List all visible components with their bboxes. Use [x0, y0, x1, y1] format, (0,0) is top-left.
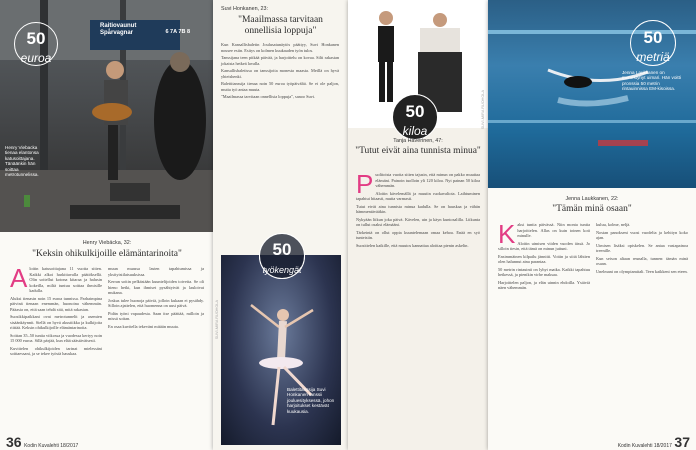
drop-cap: P	[356, 169, 374, 199]
mid-left-page	[213, 0, 348, 450]
badge-unit: kiloa	[402, 124, 428, 138]
ballet-caption: Balettitanssija Suvi Honkanen tanssii jouluesityksessä, johon harjoitukset kestävät kuukausia.	[287, 387, 335, 414]
photographer-credit: SUVI-MIRA RUOHOLA	[215, 300, 219, 340]
photographer-credit: SUVI-MIRA RUOHOLA	[481, 90, 485, 130]
badge-number: 50	[405, 102, 425, 121]
article-column-2	[108, 266, 204, 436]
body-paragraph: Kun Kansallisbaletin Joulusatunäytös päättyy, Suvi Honkanen nousee esiin. Esitys on kolmen kuukauden työn tulos.	[221, 42, 339, 53]
article-text	[221, 42, 339, 242]
metro-sign-routes: 6 7A 7B 8	[165, 29, 190, 35]
body-paragraph: Suosikkipaikkani ovat metrotunnelit ja asemien sisäänkäynnit. Siellä on hyvä akustiikka ja kulkijoita riittää. Keksin ohikulkijoille elämäntarinoita.	[10, 314, 102, 330]
body-paragraph: Aloitin uimisen viiden vuoden iässä. Jo silloin tiesin, että tämä on minun juttuni.	[498, 240, 590, 251]
metro-sign-line2: Spårvagnar	[100, 30, 134, 36]
right-page	[488, 0, 696, 450]
person-name: Suvi Honkanen, 23:	[221, 6, 269, 12]
badge-unit: työkengät	[262, 265, 302, 275]
body-paragraph: kuluu, kolme, neljä.	[596, 222, 631, 227]
article-column-1	[498, 219, 590, 432]
body-paragraph: Kerran soitin pelkästään kuuntelijoiden toiveita. Se oli hieno hetki, kun ihmiset pysähtyivät ja lauloivat mukana.	[108, 279, 204, 295]
person-name: Jenna Laukkanen, 22:	[565, 196, 619, 202]
body-paragraph: Kansallisbaletissa on tanssijoita monesta maasta. Meillä on hyvä yhteishenki.	[221, 68, 339, 79]
person-name: Tanja Haverinen, 47:	[393, 138, 443, 144]
swimmer-photo	[488, 0, 696, 188]
body-paragraph: Aluksi tienasin noin 15 euroa tunnissa. Parhaimpina päivinä tienaan enemmän, huonoina vähemmän. Pääasia on, että saan tehdä sitä, mitä rakastan.	[10, 295, 102, 312]
magazine-name: Kodin Kuvalehti 18/2017	[617, 443, 672, 449]
page-folio	[6, 434, 78, 450]
badge-number: 50	[26, 29, 46, 48]
person-name: Henry Viebäcka, 32:	[82, 240, 132, 246]
left-page	[0, 0, 214, 450]
badge-unit: metriä	[636, 50, 670, 64]
drop-cap: K	[498, 219, 516, 249]
body-paragraph: Tutut eivät aina tunnista minua kadulla. Se on hauskaa ja vähän hämmentävääkin.	[356, 203, 480, 214]
tyokengat-badge-label	[259, 233, 305, 279]
body-paragraph: Kun seison altaan reunalla, tunnen: tämän minä osaan.	[596, 255, 688, 266]
body-paragraph: 50 metrin rintauinti on lyhyt matka. Kaikki tapahtuu hetkessä, ja pienikin virhe maksaa.	[498, 266, 590, 277]
busker-photo	[0, 0, 214, 232]
page-headline: "Keksin ohikulkijoille elämäntarinoita"	[32, 249, 182, 259]
article-column-1	[10, 263, 102, 436]
body-paragraph: Soittan 35–50 tuntia viikossa ja vuodessa kertyy noin 15 000 euroa. Sillä pärjää, kun elää säästäväisesti.	[10, 332, 102, 343]
page-folio	[618, 434, 690, 450]
body-paragraph: Nostan panokseni vuosi vuodelta ja kehityn koko ajan.	[596, 229, 688, 240]
page-headline: "Tutut eivät aina tunnista minua"	[355, 146, 481, 156]
body-paragraph: Balettitanssija tienaa noin 50 euroa työpäivältä. Se ei ole paljon, mutta työ antaa muuta.	[221, 81, 339, 92]
body-paragraph: Tärkeintä on ollut oppia kuuntelemaan omaa kehoa. Enää en syö tunteisiin.	[356, 229, 480, 240]
euroa-badge	[14, 22, 58, 66]
weightloss-photo	[348, 0, 488, 138]
badge-number: 50	[643, 28, 663, 47]
ballerina-illustration	[221, 255, 341, 445]
body-paragraph: Kuvittelen ohikulkijoiden tarinat mielessäni soittaessani, ja se tekee työstä hauskaa.	[10, 345, 102, 356]
body-paragraph: Harjoittelen paljon, ja elän uinnin ehdoilla. Ystäviä näen vähemmän.	[498, 279, 590, 290]
body-paragraph: Pidän työni vapaudesta. Saan itse päättää, milloin ja missä soitan.	[108, 310, 204, 321]
badge-unit: euroa	[20, 51, 52, 65]
ballet-photo	[221, 255, 341, 445]
page-number: 37	[674, 434, 690, 450]
body-paragraph: Aloitin kävelemällä ja muutin ruokavaliota. Laihtuminen tapahtui hitaasti, mutta varmasti.	[356, 190, 480, 201]
busker-caption: Henry Viebacka tienaa elantonsa katusoittajana. Tänäänkin hän soittaa metrotunnelissa.	[5, 145, 39, 178]
kiloa-badge	[392, 94, 438, 140]
article-column-2	[596, 222, 688, 432]
body-paragraph: En osaa kuvitella tekeväni mitään muuta.	[108, 323, 179, 329]
body-paragraph: Joskus tulee huonoja päiviä, jolloin kukaan ei pysähdy. Silloin ajattelen, että huomenna on uusi päivä.	[108, 297, 204, 308]
body-paragraph: aksi tuntia päivässä. Niin monta tuntia harjoittelen. Allas on kuin toinen koti minulle.	[517, 222, 590, 238]
metro-sign-line1: Raitiovaunut	[100, 23, 137, 29]
metria-badge	[630, 20, 676, 66]
drop-cap: A	[10, 263, 28, 293]
body-paragraph: muun muassa lasten tapahtumissa ja yksityistilaisuuksissa.	[108, 266, 204, 277]
body-paragraph: Tanssijana teen pitkää päivää, ja harjoittelu on kovaa. Silti rakastan jokaista hetkeä lavalla.	[221, 55, 339, 66]
mid-right-page	[348, 0, 488, 450]
body-paragraph: Ensimmäinen kilpailu jännitti. Voitin ja siitä lähtien olen halunnut aina parantaa.	[498, 253, 590, 264]
body-paragraph: "Maailmassa tarvitaan onnellisia loppuja", sanoo Suvi.	[221, 94, 316, 99]
body-paragraph: Suosittelen kaikille, että muutos kannattaa aloittaa pienin askelin.	[356, 242, 469, 248]
body-paragraph: uolitoista vuotta sitten tajusin, että minun on pakko muuttaa elämäni. Painoin tuolloin yli 120 kiloa. Nyt painan 50 kiloa vähemmän.	[375, 172, 480, 188]
badge-number: 50	[272, 240, 292, 259]
swimmer-caption: Jenna Laukkanen on menestynyt uimari. Hän voitti pronssia 50 metrin rintauinnissa EM-kisoissa.	[622, 70, 681, 92]
page-number: 36	[6, 434, 22, 450]
body-paragraph: Unelmani on olympiamitali. Teen kaikkeni sen eteen.	[596, 268, 688, 274]
body-paragraph: Nykyään liikun joka päivä. Kävelen, uin ja käyn kuntosalilla. Liikunta on tullut osaksi elämääni.	[356, 216, 480, 227]
body-paragraph: Uimisen lisäksi opiskelen. Se antaa vastapainoa treenille.	[596, 242, 688, 253]
article-text	[356, 169, 480, 442]
magazine-name: Kodin Kuvalehti 18/2017	[24, 443, 79, 449]
metro-sign	[100, 23, 190, 47]
page-headline: "Tämän minä osaan"	[552, 204, 632, 214]
body-paragraph: loitin katusoittajana 11 vuotta sitten. Kaikki alkoi harkittavalla päätöksellä. Olin soitellut kotona kitaraa ja halusin kokeilla, miltä tuntuu soittaa ihmisille kadulla.	[29, 266, 102, 293]
page-headline: "Maailmassa tarvitaan onnellisia loppuja"	[238, 15, 323, 36]
